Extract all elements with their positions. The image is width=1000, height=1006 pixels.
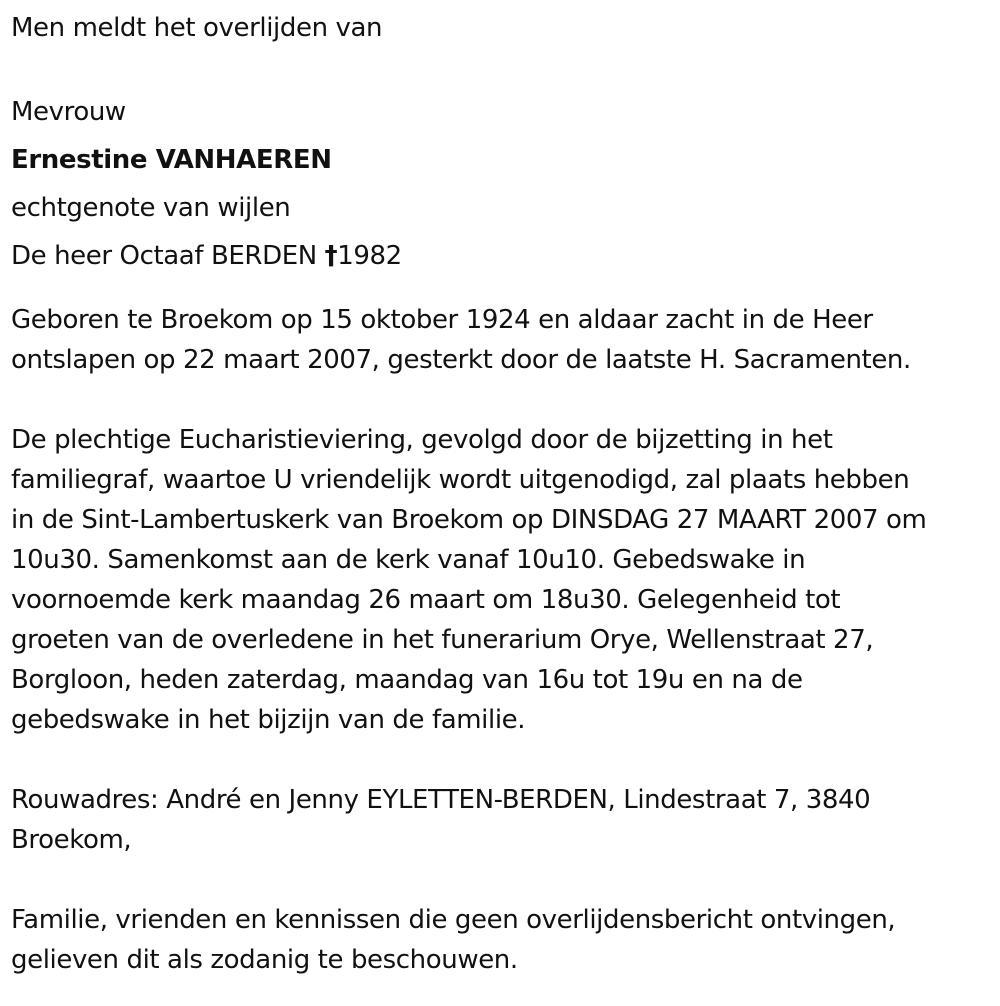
paragraph-line: De plechtige Eucharistieviering, gevolgd door de bijzetting in het <box>11 425 833 455</box>
paragraph-line: gebedswake in het bijzijn van de familie. <box>11 705 526 735</box>
paragraph-line: Geboren te Broekom op 15 oktober 1924 en aldaar zacht in de Heer <box>11 305 873 335</box>
paragraph-line: Borgloon, heden zaterdag, maandag van 16u tot 19u en na de <box>11 665 803 695</box>
address-paragraph <box>11 780 986 860</box>
birth-death-paragraph <box>11 300 986 380</box>
paragraph-line: Familie, vrienden en kennissen die geen overlijdensbericht ontvingen, <box>11 905 896 935</box>
paragraph-line: in de Sint-Lambertuskerk van Broekom op DINSDAG 27 MAART 2007 om <box>11 505 927 535</box>
paragraph-line: familiegraf, waartoe U vriendelijk wordt uitgenodigd, zal plaats hebben <box>11 465 910 495</box>
spouse-line <box>11 232 986 280</box>
closing-paragraph <box>11 900 986 980</box>
paragraph-line: 10u30. Samenkomst aan de kerk vanaf 10u10. Gebedswake in <box>11 545 806 575</box>
obituary-document <box>11 8 986 980</box>
intro-text: Men meldt het overlijden van <box>11 13 383 43</box>
paragraph-line: gelieven dit als zodanig te beschouwen. <box>11 945 518 975</box>
ceremony-paragraph <box>11 420 986 740</box>
spacer <box>11 280 986 300</box>
spacer <box>11 48 986 88</box>
deceased-name: Ernestine VANHAEREN <box>11 145 332 175</box>
spacer <box>11 860 986 900</box>
cross-icon: † <box>324 241 338 271</box>
salutation: Mevrouw <box>11 97 126 127</box>
spouse-death-year: 1982 <box>337 241 402 271</box>
paragraph-line: groeten van de overledene in het funerarium Orye, Wellenstraat 27, <box>11 625 874 655</box>
paragraph-line: Broekom, <box>11 825 132 855</box>
paragraph-line: ontslapen op 22 maart 2007, gesterkt door de laatste H. Sacramenten. <box>11 345 911 375</box>
spacer <box>11 380 986 420</box>
relation-text: echtgenote van wijlen <box>11 193 291 223</box>
spouse-name: De heer Octaaf BERDEN <box>11 241 325 271</box>
spacer <box>11 740 986 780</box>
paragraph-line: Rouwadres: André en Jenny EYLETTEN-BERDEN, Lindestraat 7, 3840 <box>11 785 871 815</box>
paragraph-line: voornoemde kerk maandag 26 maart om 18u30. Gelegenheid tot <box>11 585 841 615</box>
